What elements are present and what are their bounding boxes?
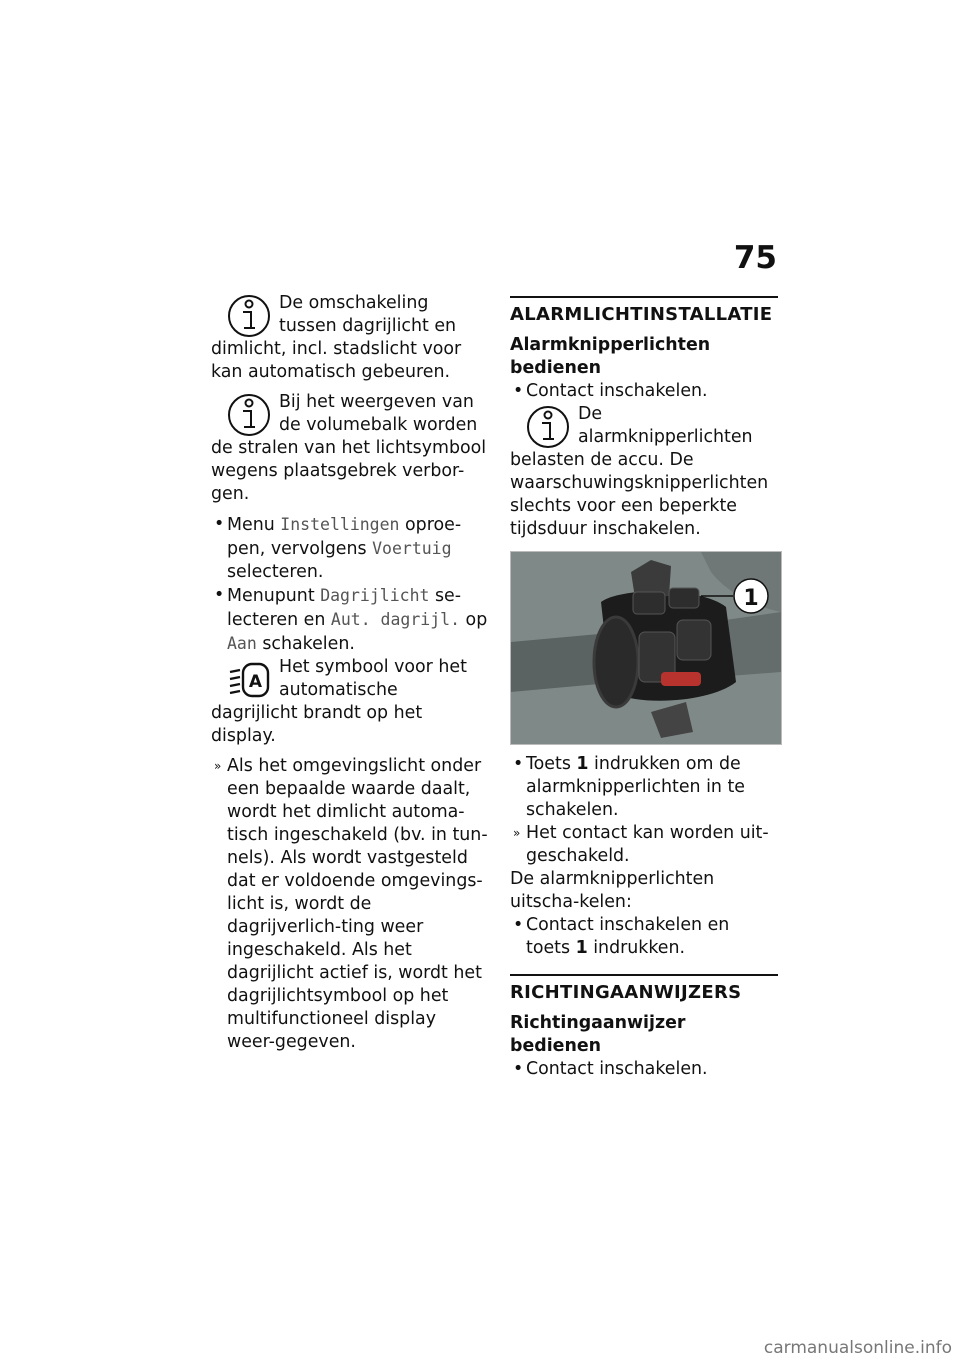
bullet: • xyxy=(513,754,524,774)
section-title: ALARMLICHTINSTALLATIE xyxy=(510,304,773,325)
menu-code: Instellingen xyxy=(280,515,400,534)
menu-code: Voertuig xyxy=(372,539,452,558)
result-item: » Als het omgevingslicht onder een bepaalde waarde daalt, wordt het dimlicht automa-tisch ingeschakeld (bv. in tun-nels). Als wordt vastgesteld dat er voldoende omgevings-licht is, wordt de dagrijverlich-ting weer ingeschakeld. Als het dagrijlicht actief is, wordt het dagrijlichtsymbool op het multifunctioneel display weer-gegeven. xyxy=(214,756,488,1052)
section-divider xyxy=(510,974,778,1004)
section-divider xyxy=(510,296,778,326)
symbol-note xyxy=(211,656,489,748)
menu-code: Aut. dagrijl. xyxy=(330,610,461,629)
section-title: RICHTINGAANWIJZERS xyxy=(510,982,742,1003)
figure-callout: 1 xyxy=(743,586,759,611)
result-marker: » xyxy=(214,759,222,773)
info-note xyxy=(211,391,489,506)
step-list xyxy=(510,914,778,960)
note-text: De omschakeling tussen dagrijlicht en dimlicht, incl. stadslicht voor kan automatisch gebeuren. xyxy=(211,293,462,382)
result-list xyxy=(211,755,489,1054)
note-text: De alarmknipperlichten belasten de accu. De waarschuwingsknipperlichten slechts voor een beperkte tijdsduur inschakelen. xyxy=(510,404,769,539)
info-icon xyxy=(227,393,271,437)
info-note xyxy=(510,403,778,541)
info-icon xyxy=(227,294,271,338)
body-text: De alarmknipperlichten uitscha-kelen: xyxy=(510,869,715,912)
menu-code: Dagrijlicht xyxy=(320,586,430,605)
bullet: • xyxy=(513,381,524,401)
right-column xyxy=(510,292,778,1081)
bullet: • xyxy=(214,585,225,605)
info-note xyxy=(211,292,489,384)
list-item: • Toets 1 indrukken om de alarmknipperlichten in te schakelen. xyxy=(513,754,745,820)
switch-illustration xyxy=(511,552,781,744)
page-number: 75 xyxy=(733,240,777,276)
auto-daylight-icon xyxy=(227,658,271,702)
result-item: » Het contact kan worden uit-geschakeld. xyxy=(513,823,769,866)
subsection-title: Richtingaanwijzer bedienen xyxy=(510,1013,686,1056)
step-list xyxy=(510,1058,778,1081)
bullet: • xyxy=(214,514,225,534)
list-item: • Contact inschakelen. xyxy=(513,381,708,401)
list-item: • Contact inschakelen. xyxy=(513,1059,708,1079)
bullet: • xyxy=(513,915,524,935)
subsection-title: Alarmknipperlichten bedienen xyxy=(510,335,711,378)
list-item: • Contact inschakelen en toets 1 indrukken. xyxy=(513,915,730,958)
step-list xyxy=(510,753,778,868)
left-column xyxy=(211,292,489,1054)
step-list xyxy=(211,513,489,656)
step-list xyxy=(510,380,778,403)
note-text: Bij het weergeven van de volumebalk worden de stralen van het lichtsymbool wegens plaatsgebrek verbor-gen. xyxy=(211,392,487,504)
handlebar-switch-figure xyxy=(510,551,782,745)
footer-watermark: carmanualsonline.info xyxy=(763,1338,952,1358)
bullet: • xyxy=(513,1059,524,1079)
info-icon xyxy=(526,405,570,449)
note-text: Het symbool voor het automatische dagrijlicht brandt op het display. xyxy=(211,657,467,746)
svg-text:A: A xyxy=(248,672,263,692)
list-item: • Menu Instellingen oproe-pen, vervolgens Voertuig selecteren. xyxy=(214,514,462,582)
result-marker: » xyxy=(513,826,521,840)
list-item: • Menupunt Dagrijlicht se-lecteren en Aut. dagrijl. op Aan schakelen. xyxy=(214,585,488,654)
menu-code: Aan xyxy=(227,634,257,653)
